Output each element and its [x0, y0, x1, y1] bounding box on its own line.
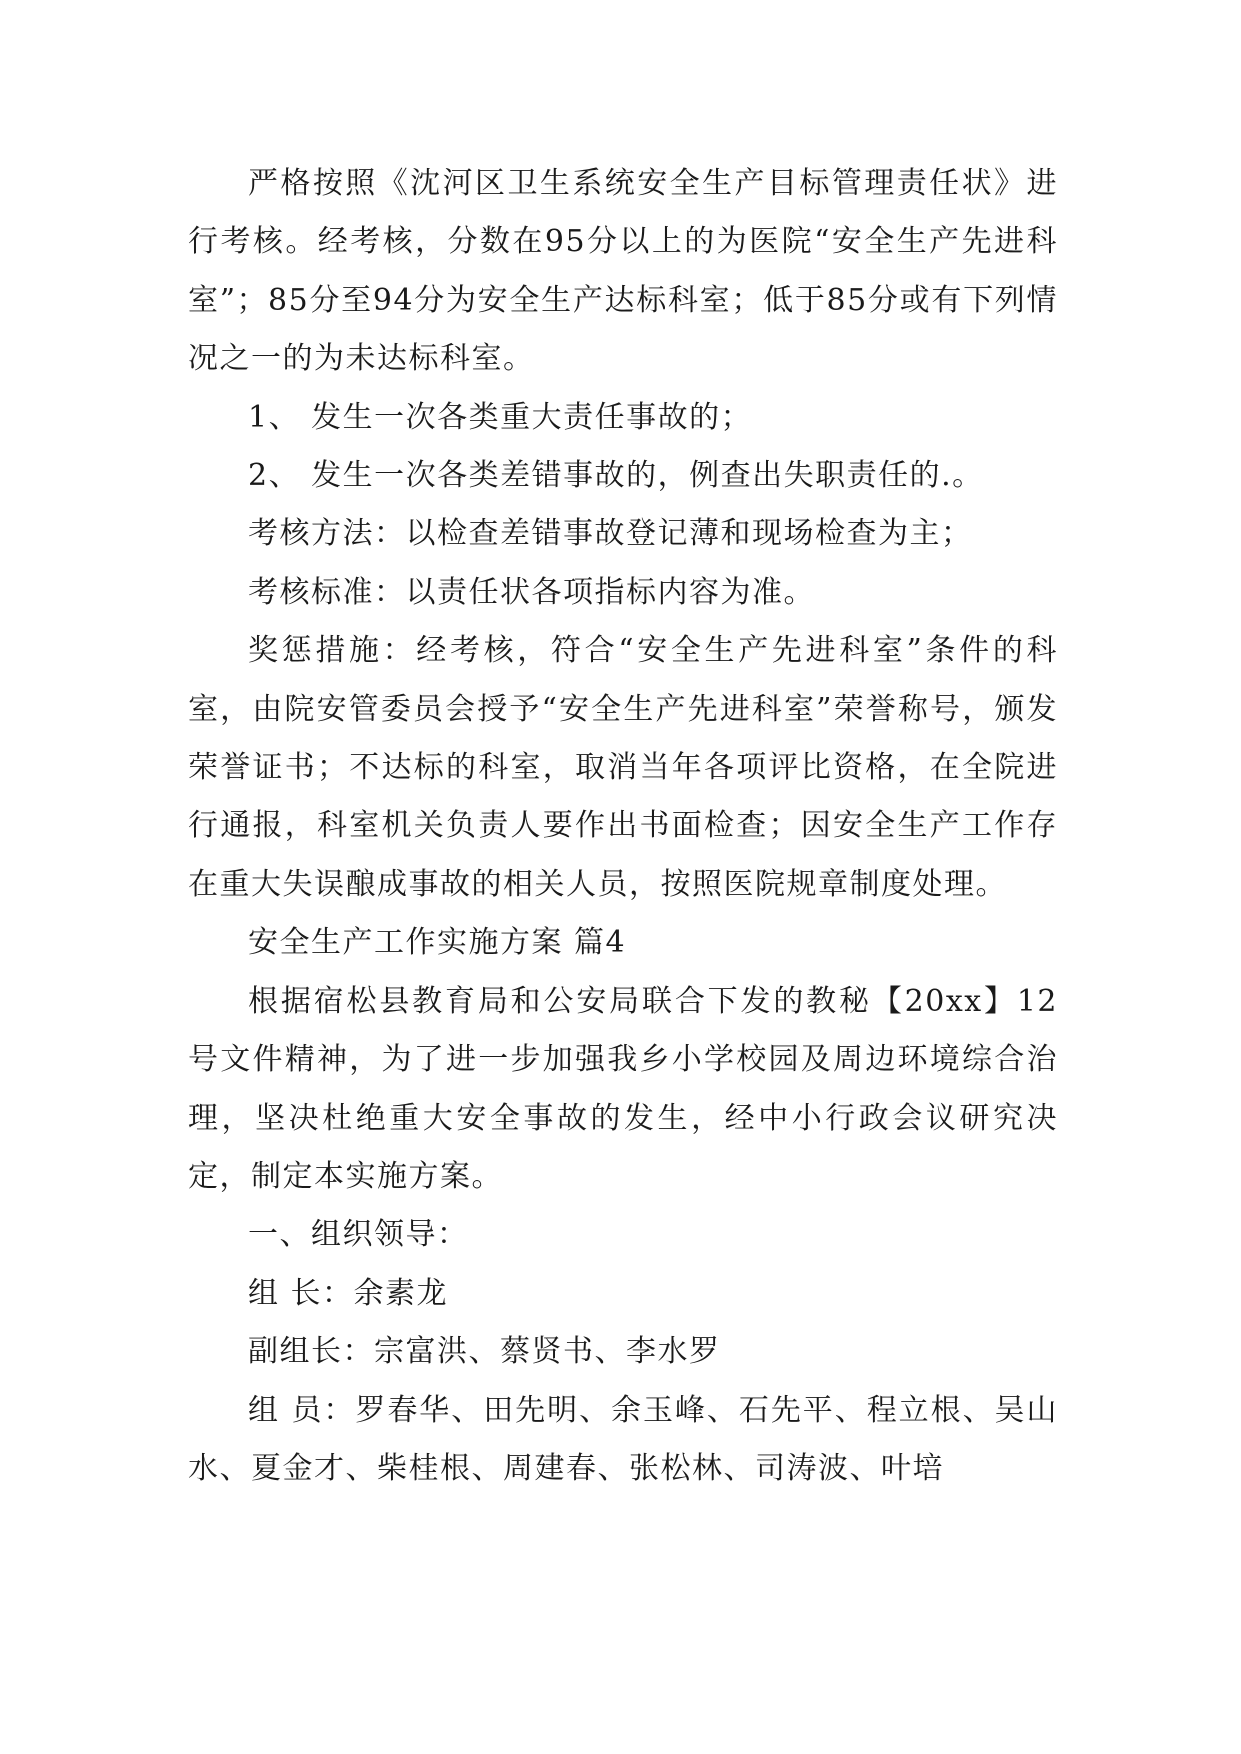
- paragraph-deputy-leaders: 副组长：宗富洪、蔡贤书、李水罗: [248, 1334, 721, 1370]
- list-item-2: 2、 发生一次各类差错事故的，例查出失职责任的.。: [248, 458, 984, 494]
- paragraph-assessment-method: 考核方法：以检查差错事故登记薄和现场检查为主；: [248, 516, 973, 552]
- paragraph-rewards-penalties: 奖惩措施：经考核，符合“安全生产先进科室”条件的科室，由院安管委员会授予“安全生产先进科室”荣誉称号，颁发荣誉证书；不达标的科室，取消当年各项评比资格，在全院进行通报，科室机关负责人要作出书面检查；因安全生产工作存在重大失误酿成事故的相关人员，按照医院规章制度处理。: [188, 633, 1058, 902]
- paragraph-members: 组 员：罗春华、田先明、余玉峰、石先平、程立根、吴山水、夏金才、柴桂根、周建春、张松林、司涛波、叶培: [188, 1392, 1058, 1486]
- list-item-1: 1、 发生一次各类重大责任事故的；: [248, 399, 753, 435]
- document-body: [188, 155, 1058, 1498]
- paragraph-assessment-criteria: 严格按照《沈河区卫生系统安全生产目标管理责任状》进行考核。经考核，分数在95分以上的为医院“安全生产先进科室”；85分至94分为安全生产达标科室；低于85分或有下列情况之一的为未达标科室。: [188, 166, 1058, 377]
- section-heading: 安全生产工作实施方案 篇4: [248, 925, 627, 961]
- paragraph-basis: 根据宿松县教育局和公安局联合下发的教秘【20xx】12号文件精神，为了进一步加强我乡小学校园及周边环境综合治理，坚决杜绝重大安全事故的发生，经中小行政会议研究决定，制定本实施方案。: [188, 983, 1058, 1194]
- paragraph-assessment-standard: 考核标准：以责任状各项指标内容为准。: [248, 574, 815, 610]
- paragraph-group-leader: 组 长：余素龙: [248, 1275, 449, 1311]
- subheading-organization: 一、组织领导：: [248, 1217, 469, 1253]
